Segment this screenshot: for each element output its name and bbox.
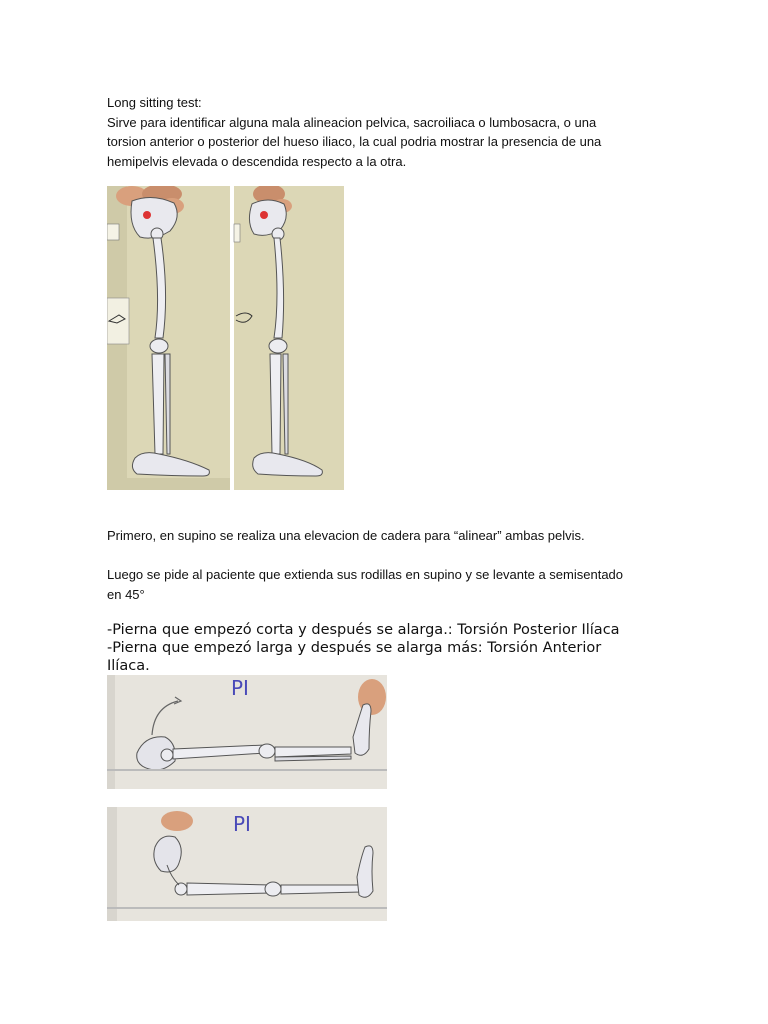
step-two-line: Luego se pide al paciente que extienda sus rodillas en supino y se levante a semisentado — [107, 567, 624, 582]
intro-line: torsion anterior o posterior del hueso iliaco, la cual podria mostrar la presencia de una — [107, 134, 602, 149]
intro-line: hemipelvis elevada o descendida respecto a la otra. — [107, 153, 407, 169]
finding-anterior: -Pierna que empezó larga y después se alarga más: Torsión Anterior — [107, 640, 602, 656]
semiseated-leg-figure — [107, 807, 387, 921]
finding-posterior: -Pierna que empezó corta y después se alarga.: Torsión Posterior Ilíaca — [107, 622, 620, 638]
step-one-text: Primero, en supino se realiza una elevacion de cadera para “alinear” ambas pelvis. — [107, 528, 585, 543]
pi-label: PI — [233, 812, 251, 836]
left-leg-photo — [107, 186, 230, 490]
step-two-line: en 45° — [107, 586, 145, 602]
findings-paragraph — [107, 621, 667, 675]
supine-leg-figure — [107, 675, 387, 789]
intro-line: Sirve para identificar alguna mala alineacion pelvica, sacroiliaca o lumbosacra, o una — [107, 114, 597, 130]
pi-label: PI — [231, 676, 249, 700]
test-title: Long sitting test: — [107, 95, 202, 110]
standing-legs-figure — [107, 186, 344, 490]
right-leg-photo — [234, 186, 344, 490]
finding-anterior-cont: Ilíaca. — [107, 658, 150, 674]
intro-paragraph — [107, 93, 667, 171]
step-two-paragraph — [107, 565, 667, 604]
